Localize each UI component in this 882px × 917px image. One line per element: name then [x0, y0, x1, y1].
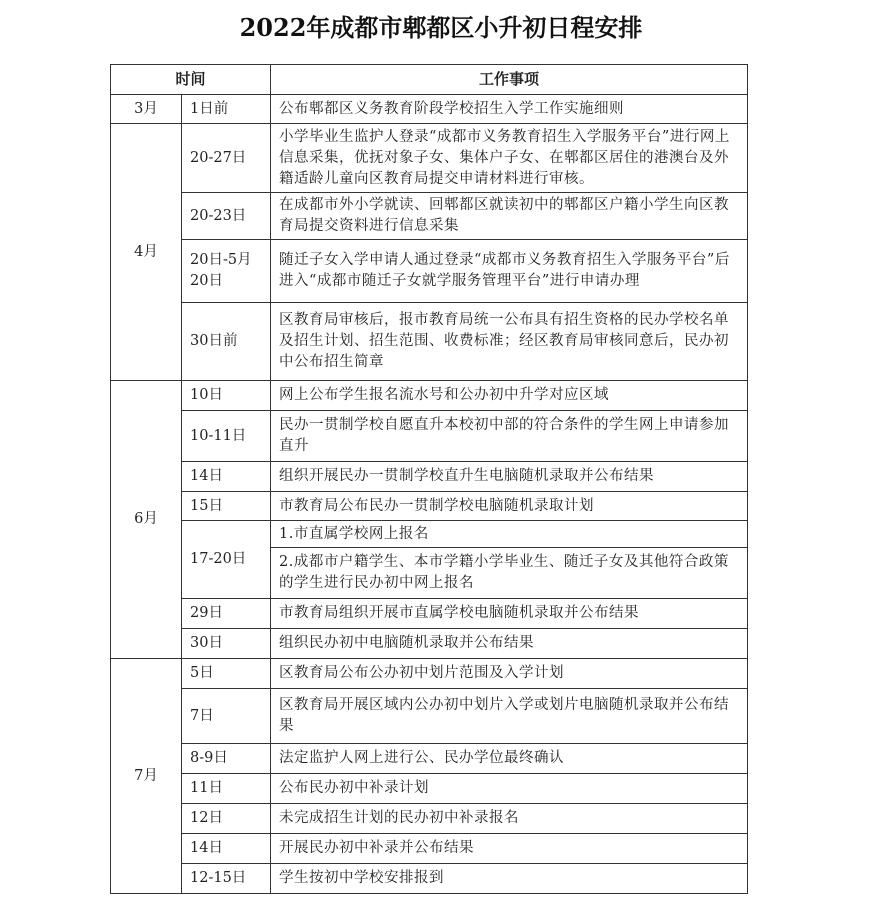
month-cell: 6月 [111, 381, 182, 659]
table-row [111, 599, 748, 629]
date-cell: 12日 [182, 804, 271, 834]
table-row [111, 521, 748, 548]
table-row [111, 492, 748, 521]
date-cell: 14日 [182, 834, 271, 864]
date-cell: 15日 [182, 492, 271, 521]
work-item-cell: 1.市直属学校网上报名 [271, 521, 748, 548]
work-item-cell: 网上公布学生报名流水号和公办初中升学对应区域 [271, 381, 748, 411]
work-item-cell: 随迁子女入学申请人通过登录“成都市义务教育招生入学服务平台”后进入“成都市随迁子女就学服务管理平台”进行申请办理 [271, 240, 748, 303]
table-row [111, 659, 748, 689]
work-item-cell: 未完成招生计划的民办初中补录报名 [271, 804, 748, 834]
page-title: 2022年成都市郫都区小升初日程安排 [239, 13, 643, 42]
work-item-cell: 市教育局组织开展市直属学校电脑随机录取并公布结果 [271, 599, 748, 629]
work-item-cell: 公布民办初中补录计划 [271, 774, 748, 804]
work-item-cell: 开展民办初中补录并公布结果 [271, 834, 748, 864]
header-work: 工作事项 [271, 65, 748, 95]
work-item-cell: 在成都市外小学就读、回郫都区就读初中的郫都区户籍小学生向区教育局提交资料进行信息采集 [271, 193, 748, 240]
date-cell: 5日 [182, 659, 271, 689]
header-time: 时间 [111, 65, 271, 95]
date-cell: 1日前 [182, 95, 271, 124]
work-item-cell: 2.成都市户籍学生、本市学籍小学毕业生、随迁子女及其他符合政策的学生进行民办初中网上报名 [271, 548, 748, 599]
date-cell: 10-11日 [182, 411, 271, 462]
work-item-cell: 公布郫都区义务教育阶段学校招生入学工作实施细则 [271, 95, 748, 124]
schedule-table [110, 64, 748, 894]
table-row [111, 381, 748, 411]
work-item-cell: 组织民办初中电脑随机录取并公布结果 [271, 629, 748, 659]
table-row [111, 124, 748, 193]
date-cell: 30日 [182, 629, 271, 659]
date-cell: 20日-5月20日 [182, 240, 271, 303]
table-row [111, 629, 748, 659]
table-row [111, 744, 748, 774]
date-cell: 20-23日 [182, 193, 271, 240]
table-row [111, 689, 748, 744]
work-item-cell: 组织开展民办一贯制学校直升生电脑随机录取并公布结果 [271, 462, 748, 492]
date-cell: 20-27日 [182, 124, 271, 193]
work-item-cell: 小学毕业生监护人登录“成都市义务教育招生入学服务平台”进行网上信息采集，优抚对象子女、集体户子女、在郫都区居住的港澳台及外籍适龄儿童向区教育局提交申请材料进行审核。 [271, 124, 748, 193]
work-item-cell: 学生按初中学校安排报到 [271, 864, 748, 894]
date-cell: 7日 [182, 689, 271, 744]
date-cell: 12-15日 [182, 864, 271, 894]
table-row [111, 864, 748, 894]
month-cell: 3月 [111, 95, 182, 124]
month-cell: 4月 [111, 124, 182, 381]
date-cell: 14日 [182, 462, 271, 492]
table-row [111, 774, 748, 804]
table-row [111, 411, 748, 462]
month-cell: 7月 [111, 659, 182, 894]
table-row [111, 804, 748, 834]
table-row [111, 462, 748, 492]
date-cell: 11日 [182, 774, 271, 804]
table-row [111, 240, 748, 303]
date-cell: 8-9日 [182, 744, 271, 774]
work-item-cell: 区教育局开展区域内公办初中划片入学或划片电脑随机录取并公布结果 [271, 689, 748, 744]
work-item-cell: 区教育局公布公办初中划片范围及入学计划 [271, 659, 748, 689]
work-item-cell: 法定监护人网上进行公、民办学位最终确认 [271, 744, 748, 774]
header-row [111, 65, 748, 95]
date-cell: 10日 [182, 381, 271, 411]
date-cell: 29日 [182, 599, 271, 629]
table-row [111, 193, 748, 240]
work-item-cell: 市教育局公布民办一贯制学校电脑随机录取计划 [271, 492, 748, 521]
table-row [111, 95, 748, 124]
date-cell: 30日前 [182, 303, 271, 381]
table-row [111, 834, 748, 864]
table-row [111, 303, 748, 381]
date-cell: 17-20日 [182, 521, 271, 599]
work-item-cell: 区教育局审核后，报市教育局统一公布具有招生资格的民办学校名单及招生计划、招生范围、收费标准；经区教育局审核同意后，民办初中公布招生简章 [271, 303, 748, 381]
work-item-cell: 民办一贯制学校自愿直升本校初中部的符合条件的学生网上申请参加直升 [271, 411, 748, 462]
